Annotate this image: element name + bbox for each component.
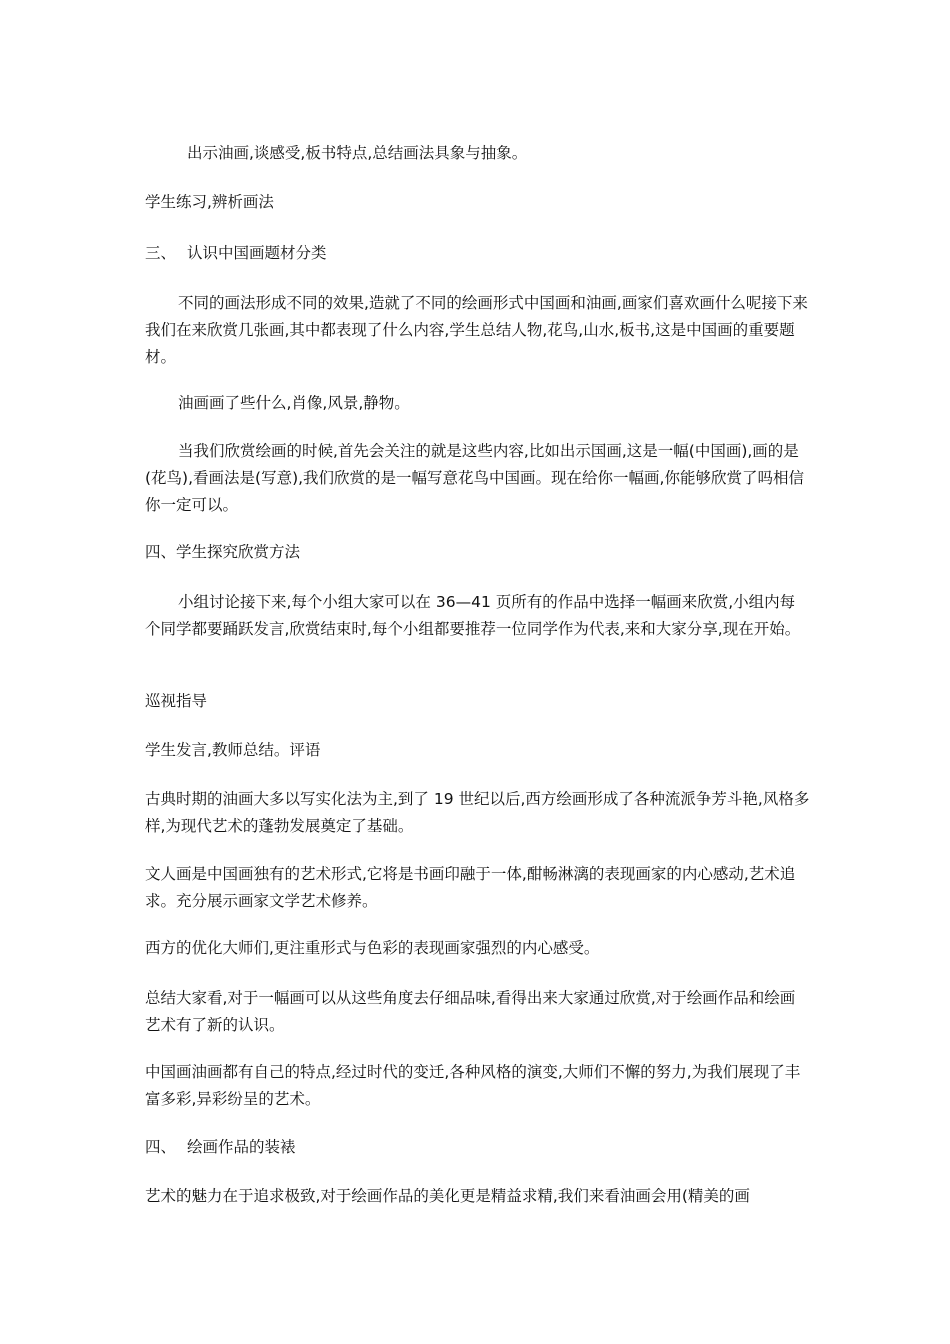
paragraph-summary: 总结大家看,对于一幅画可以从这些角度去仔细品味,看得出来大家通过欣赏,对于绘画作品和绘画艺术有了新的认识。 [145,989,796,1034]
paragraph-western-masters: 西方的优化大师们,更注重形式与色彩的表现画家强烈的内心感受。 [145,939,600,957]
section-number: 四、 [145,1138,177,1156]
section-title: 认识中国画题材分类 [187,244,327,262]
paragraph-oil-subjects: 油画画了些什么,肖像,风景,静物。 [178,394,410,412]
paragraph-patrol-guidance: 巡视指导 [145,692,208,710]
paragraph-characteristics: 中国画油画都有自己的特点,经过时代的变迁,各种风格的演变,大师们不懈的努力,为我们展现了丰富多彩,异彩纷呈的艺术。 [145,1063,801,1108]
section-heading-mounting [145,1134,810,1161]
paragraph-show-oil-painting: 出示油画,谈感受,板书特点,总结画法具象与抽象。 [187,144,528,162]
section-number: 三、 [145,244,177,262]
paragraph-literati-painting: 文人画是中国画独有的艺术形式,它将是书画印融于一体,酣畅淋漓的表现画家的内心感动,艺术追求。充分展示画家文学艺术修养。 [145,865,796,910]
paragraph-appreciation-example: 当我们欣赏绘画的时候,首先会关注的就是这些内容,比如出示国画,这是一幅(中国画),画的是(花鸟),看画法是(写意),我们欣赏的是一幅写意花鸟中国画。现在给你一幅画,你能够欣赏了吗相信你一定可以。 [145,442,804,514]
section-heading-3 [145,240,810,267]
paragraph-classical-oil: 古典时期的油画大多以写实化法为主,到了 19 世纪以后,西方绘画形成了各种流派争芳斗艳,风格多样,为现代艺术的蓬勃发展奠定了基础。 [145,790,810,835]
paragraph-student-speech: 学生发言,教师总结。评语 [145,741,321,759]
section-heading-4: 四、学生探究欣赏方法 [145,543,301,561]
paragraph-art-charm: 艺术的魅力在于追求极致,对于绘画作品的美化更是精益求精,我们来看油画会用(精美的画 [145,1187,750,1205]
paragraph-student-practice: 学生练习,辨析画法 [145,193,274,211]
paragraph-group-discussion: 小组讨论接下来,每个小组大家可以在 36—41 页所有的作品中选择一幅画来欣赏,小组内每个同学都要踊跃发言,欣赏结束时,每个小组都要推荐一位同学作为代表,来和大家分享,现在开始。 [145,593,801,638]
section-title: 绘画作品的装裱 [187,1138,296,1156]
paragraph-painting-methods: 不同的画法形成不同的效果,造就了不同的绘画形式中国画和油画,画家们喜欢画什么呢接下来我们在来欣赏几张画,其中都表现了什么内容,学生总结人物,花鸟,山水,板书,这是中国画的重要题材。 [145,294,808,366]
